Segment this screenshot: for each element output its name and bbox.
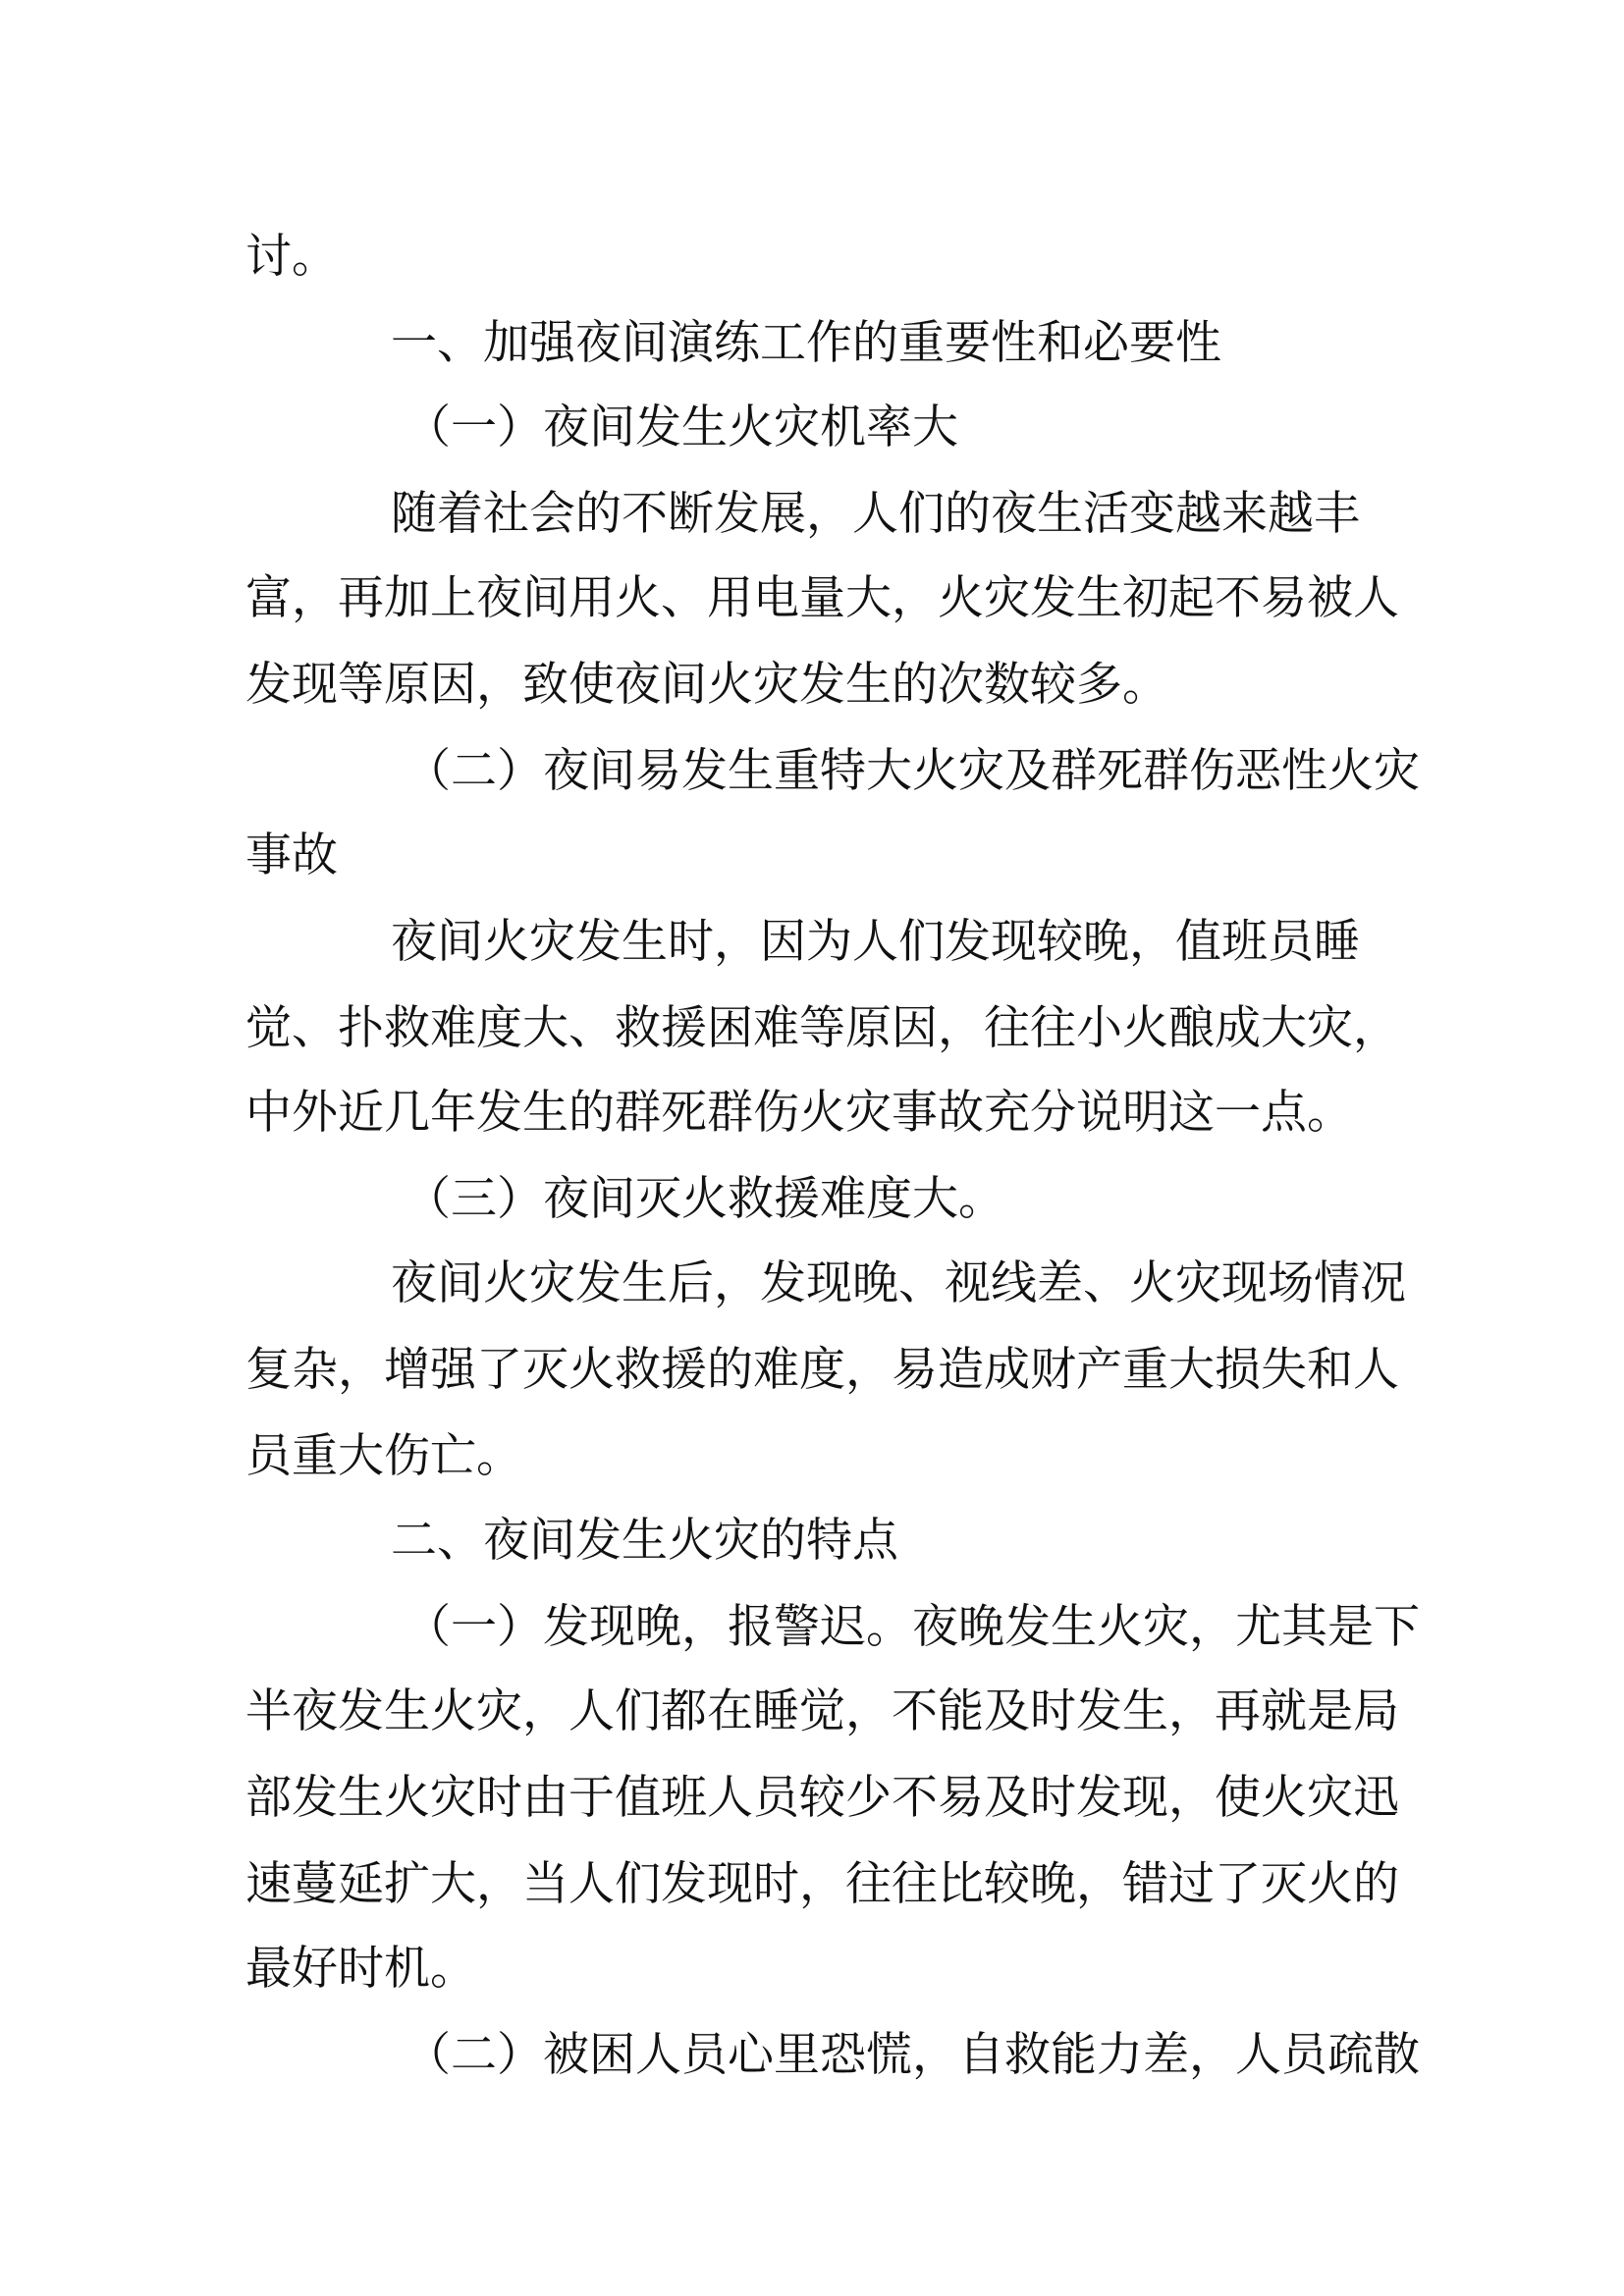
section-heading-2: 二、夜间发生火灾的特点 — [391, 1514, 898, 1568]
paragraph-line: 富，再加上夜间用火、用电量大，火灾发生初起不易被人 — [245, 571, 1399, 625]
paragraph-line: 中外近几年发生的群死群伤火灾事故充分说明这一点。 — [245, 1086, 1353, 1140]
paragraph-line: 夜间火灾发生时，因为人们发现较晚，值班员睡 — [391, 915, 1360, 969]
subsection-heading-continuation: 事故 — [245, 828, 338, 882]
paragraph-line: 速蔓延扩大，当人们发现时，往往比较晚，错过了灭火的 — [245, 1857, 1399, 1911]
paragraph-line: 部发生火灾时由于值班人员较少不易及时发现，使火灾迅 — [245, 1771, 1399, 1825]
paragraph-line: 发现等原因，致使夜间火灾发生的次数较多。 — [245, 658, 1168, 712]
subsection-heading-1-2: （二）夜间易发生重特大火灾及群死群伤恶性火灾 — [405, 744, 1420, 798]
paragraph-line: 觉、扑救难度大、救援困难等原因，往往小火酿成大灾， — [245, 1001, 1399, 1055]
subsection-heading-2-1: （一）发现晚，报警迟。夜晚发生火灾，尤其是下 — [405, 1600, 1420, 1654]
paragraph-line: 随着社会的不断发展，人们的夜生活变越来越丰 — [391, 487, 1360, 541]
paragraph-continuation: 讨。 — [245, 230, 338, 284]
subsection-heading-2-2: （二）被困人员心里恐慌，自救能力差，人员疏散 — [405, 2028, 1420, 2082]
section-heading-1: 一、加强夜间演练工作的重要性和必要性 — [391, 316, 1221, 370]
paragraph-line: 半夜发生火灾，人们都在睡觉，不能及时发生，再就是局 — [245, 1684, 1399, 1738]
subsection-heading-1-3: （三）夜间灭火救援难度大。 — [405, 1172, 1004, 1226]
paragraph-line: 夜间火灾发生后，发现晚、视线差、火灾现场情况 — [391, 1256, 1406, 1310]
subsection-heading-1-1: （一）夜间发生火灾机率大 — [405, 400, 958, 454]
paragraph-line: 员重大伤亡。 — [245, 1429, 522, 1483]
paragraph-line: 复杂，增强了灭火救援的难度，易造成财产重大损失和人 — [245, 1343, 1399, 1397]
paragraph-line: 最好时机。 — [245, 1942, 476, 1996]
